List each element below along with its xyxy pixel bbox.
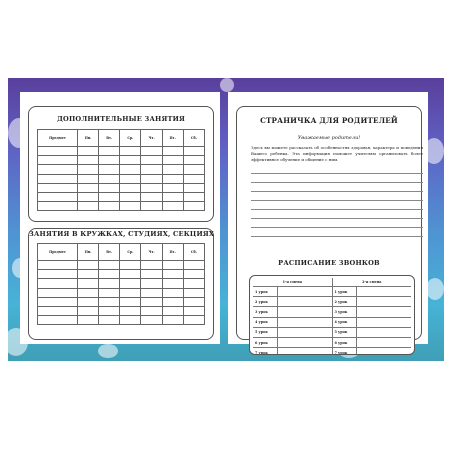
table-cell	[78, 165, 99, 174]
table-cell	[183, 165, 204, 174]
table-cell	[78, 261, 99, 270]
column-header: Пн.	[78, 244, 99, 261]
cover-decoration	[426, 278, 444, 300]
column-header: Чт.	[141, 130, 162, 147]
lesson-label: 1 урок	[253, 287, 277, 297]
table-cell	[78, 306, 99, 315]
table-cell	[38, 202, 78, 211]
column-header: Вт.	[99, 244, 120, 261]
table-cell	[141, 156, 162, 165]
table-cell	[162, 174, 183, 183]
parents-text: Здесь вы можете рассказать об особенностях здоровья, характера и поведения Вашего ребенка. Эта информация поможет учителям организовать более эффективное обучение и общение с ним.	[251, 145, 423, 162]
table-row	[38, 270, 205, 279]
table-cell	[183, 297, 204, 306]
table-row	[38, 147, 205, 156]
table-cell	[38, 183, 78, 192]
time-cell	[356, 317, 411, 327]
time-cell	[277, 307, 332, 317]
table-cell	[78, 202, 99, 211]
time-cell	[277, 317, 332, 327]
lesson-label: 4 урок	[332, 317, 356, 327]
table-cell	[183, 279, 204, 288]
column-header: Пт.	[162, 244, 183, 261]
writing-line	[251, 191, 423, 192]
table-cell	[38, 192, 78, 201]
table-cell	[99, 183, 120, 192]
table-cell	[38, 156, 78, 165]
time-cell	[356, 327, 411, 337]
table-cell	[183, 147, 204, 156]
table-cell	[141, 192, 162, 201]
lesson-label: 3 урок	[253, 307, 277, 317]
writing-line	[251, 236, 423, 237]
column-header: Чт.	[141, 244, 162, 261]
time-cell	[277, 337, 332, 347]
table-row	[38, 165, 205, 174]
table-cell	[78, 192, 99, 201]
table-cell	[120, 306, 141, 315]
table-cell	[141, 261, 162, 270]
table-cell	[78, 156, 99, 165]
clubs-panel	[28, 228, 214, 340]
table-cell	[120, 297, 141, 306]
table-row	[38, 192, 205, 201]
table-cell	[162, 297, 183, 306]
writing-line	[251, 209, 423, 210]
table-cell	[183, 183, 204, 192]
time-cell	[277, 287, 332, 297]
bell-schedule-table	[253, 278, 411, 355]
table-cell	[141, 279, 162, 288]
extra-classes-panel	[28, 106, 214, 222]
table-cell	[99, 316, 120, 325]
table-cell	[38, 316, 78, 325]
table-cell	[141, 306, 162, 315]
column-header: Пт.	[162, 130, 183, 147]
table-cell	[162, 156, 183, 165]
time-cell	[356, 348, 411, 355]
writing-line	[251, 173, 423, 174]
parents-title: СТРАНИЧКА ДЛЯ РОДИТЕЛЕЙ	[260, 116, 398, 125]
writing-line	[251, 182, 423, 183]
table-cell	[38, 174, 78, 183]
table-row	[38, 279, 205, 288]
bell-schedule	[249, 275, 415, 355]
table-row	[38, 316, 205, 325]
time-cell	[277, 297, 332, 307]
table-cell	[183, 261, 204, 270]
shift-2-header: 2-я смена	[332, 278, 411, 287]
table-cell	[99, 202, 120, 211]
table-cell	[120, 192, 141, 201]
table-row	[38, 297, 205, 306]
table-cell	[38, 270, 78, 279]
table-row	[38, 306, 205, 315]
clubs-rows	[38, 261, 205, 325]
clubs-title: ЗАНЯТИЯ В КРУЖКАХ, СТУДИЯХ, СЕКЦИЯХ	[29, 230, 215, 238]
table-cell	[120, 165, 141, 174]
table-cell	[183, 306, 204, 315]
column-header: Предмет	[38, 244, 78, 261]
left-page	[20, 92, 220, 344]
lesson-label: 2 урок	[253, 297, 277, 307]
table-cell	[38, 306, 78, 315]
table-row	[38, 202, 205, 211]
table-cell	[78, 174, 99, 183]
time-cell	[277, 327, 332, 337]
table-cell	[78, 297, 99, 306]
column-header: Вт.	[99, 130, 120, 147]
writing-line	[251, 227, 423, 228]
table-cell	[141, 165, 162, 174]
extra-classes-title: ДОПОЛНИТЕЛЬНЫЕ ЗАНЯТИЯ	[56, 115, 186, 123]
table-cell	[141, 202, 162, 211]
table-cell	[162, 279, 183, 288]
table-cell	[120, 288, 141, 297]
table-cell	[162, 316, 183, 325]
table-cell	[162, 183, 183, 192]
table-cell	[141, 288, 162, 297]
table-cell	[183, 156, 204, 165]
table-cell	[99, 156, 120, 165]
table-cell	[183, 192, 204, 201]
writing-line	[251, 218, 423, 219]
table-cell	[141, 147, 162, 156]
table-cell	[141, 183, 162, 192]
time-cell	[277, 348, 332, 355]
table-cell	[183, 316, 204, 325]
table-cell	[120, 183, 141, 192]
table-row	[38, 261, 205, 270]
table-cell	[99, 192, 120, 201]
extra-classes-rows	[38, 147, 205, 211]
table-cell	[99, 306, 120, 315]
table-row	[38, 174, 205, 183]
time-cell	[356, 287, 411, 297]
parents-panel	[236, 106, 423, 355]
lesson-label: 6 урок	[253, 337, 277, 347]
lesson-label: 6 урок	[332, 337, 356, 347]
table-cell	[120, 147, 141, 156]
table-cell	[183, 174, 204, 183]
table-cell	[120, 270, 141, 279]
table-cell	[38, 147, 78, 156]
table-cell	[38, 288, 78, 297]
table-cell	[141, 297, 162, 306]
table-cell	[99, 147, 120, 156]
table-cell	[120, 202, 141, 211]
column-header: Пн.	[78, 130, 99, 147]
bells-title: РАСПИСАНИЕ ЗВОНКОВ	[278, 259, 380, 267]
table-cell	[120, 261, 141, 270]
column-header: Предмет	[38, 130, 78, 147]
column-header: Сб.	[183, 244, 204, 261]
extra-classes-table	[37, 129, 205, 211]
table-cell	[162, 202, 183, 211]
table-row	[38, 183, 205, 192]
table-cell	[78, 288, 99, 297]
table-cell	[120, 174, 141, 183]
table-cell	[183, 270, 204, 279]
lesson-label: 4 урок	[253, 317, 277, 327]
table-cell	[141, 316, 162, 325]
lesson-label: 1 урок	[332, 287, 356, 297]
column-header: Ср.	[120, 244, 141, 261]
table-cell	[141, 270, 162, 279]
table-cell	[120, 279, 141, 288]
table-cell	[162, 306, 183, 315]
table-cell	[78, 270, 99, 279]
table-cell	[38, 297, 78, 306]
table-cell	[120, 316, 141, 325]
table-cell	[162, 261, 183, 270]
table-cell	[99, 297, 120, 306]
table-cell	[162, 165, 183, 174]
table-cell	[141, 174, 162, 183]
table-cell	[78, 279, 99, 288]
time-cell	[356, 307, 411, 317]
lesson-label: 3 урок	[332, 307, 356, 317]
lesson-label: 2 урок	[332, 297, 356, 307]
table-cell	[99, 261, 120, 270]
table-cell	[162, 270, 183, 279]
table-cell	[78, 147, 99, 156]
table-cell	[162, 192, 183, 201]
table-cell	[99, 165, 120, 174]
table-cell	[183, 202, 204, 211]
right-page	[228, 92, 428, 355]
table-cell	[38, 261, 78, 270]
table-row	[38, 156, 205, 165]
table-row	[38, 288, 205, 297]
parents-greeting: Уважаемые родители!	[297, 135, 361, 141]
table-cell	[183, 288, 204, 297]
cover-decoration	[220, 78, 234, 92]
clubs-table	[37, 243, 205, 325]
table-cell	[162, 288, 183, 297]
table-cell	[162, 147, 183, 156]
table-cell	[38, 165, 78, 174]
column-header: Ср.	[120, 130, 141, 147]
writing-line	[251, 200, 423, 201]
table-cell	[99, 288, 120, 297]
shift-1-header: 1-я смена	[253, 278, 332, 287]
table-cell	[38, 279, 78, 288]
table-cell	[99, 174, 120, 183]
time-cell	[356, 337, 411, 347]
table-cell	[99, 270, 120, 279]
table-cell	[78, 316, 99, 325]
cover-decoration	[98, 344, 118, 358]
lesson-label: 5 урок	[332, 327, 356, 337]
time-cell	[356, 297, 411, 307]
table-cell	[78, 183, 99, 192]
lesson-label: 7 урок	[332, 348, 356, 355]
lesson-label: 5 урок	[253, 327, 277, 337]
table-cell	[120, 156, 141, 165]
lesson-label: 7 урок	[253, 348, 277, 355]
table-cell	[99, 279, 120, 288]
column-header: Сб.	[183, 130, 204, 147]
